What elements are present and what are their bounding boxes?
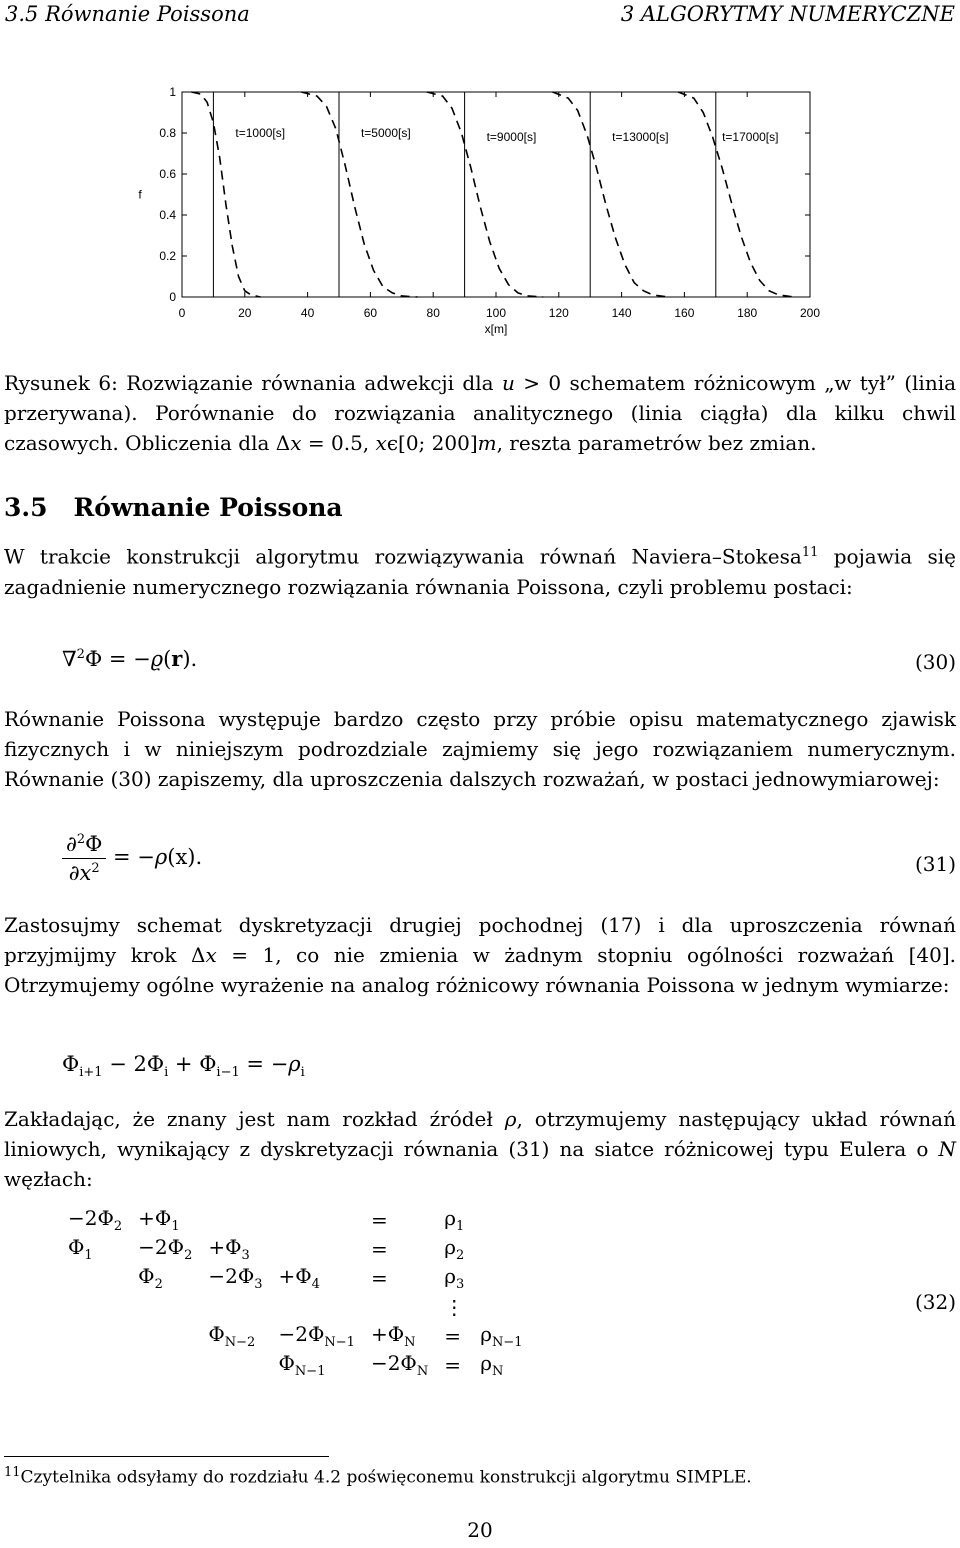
paragraph-text: , otrzymujemy następujący układ równań liniowych, wynikający z dyskretyzacji równania (31) na siatce różnicowej typu Eulera o: [4, 1107, 956, 1161]
system-row: [62, 1292, 533, 1321]
system-subscript: 2: [184, 1247, 193, 1263]
system-term: −2Φ: [138, 1234, 185, 1259]
system-term: ρ: [444, 1263, 456, 1288]
second-derivative-fraction: [62, 832, 106, 885]
caption-text: = 0.5,: [301, 431, 376, 455]
system-term: +Φ: [370, 1321, 405, 1346]
subscript: i+1: [79, 1065, 103, 1081]
x-tick-label: 40: [300, 306, 315, 320]
footnote-reference[interactable]: 11: [801, 545, 819, 560]
paragraph-text: Zakładając, że znany jest nam rozkład źródeł: [4, 1107, 505, 1131]
caption-delta: Δ: [275, 431, 291, 455]
caption-text: [0; 200]: [398, 431, 478, 455]
paragraph-text: = 1, co nie zmienia w żadnym stopniu ogólności rozważań [40]. Otrzymujemy ogólne wyrażenie na analog różnicowy równania Poissona w jednym wymiarze:: [4, 943, 956, 997]
system-term: ρ: [444, 1205, 456, 1230]
system-cell: ⋮: [444, 1294, 465, 1319]
rho-symbol: ρ: [154, 845, 168, 869]
fraction-denominator: [62, 859, 106, 885]
y-tick-label: 0.6: [159, 167, 176, 181]
system-row: [62, 1350, 533, 1379]
system-term: +Φ: [138, 1205, 172, 1230]
paragraph-text: węzłach:: [4, 1167, 93, 1191]
system-cell: [273, 1321, 365, 1350]
system-subscript: N−1: [324, 1334, 355, 1350]
system-cell: =: [370, 1207, 388, 1232]
system-cell: [62, 1292, 132, 1321]
system-term: −2Φ: [278, 1321, 325, 1346]
page-number: 20: [467, 1518, 493, 1542]
rho-symbol: ρ: [288, 1052, 301, 1076]
system-row: [62, 1205, 533, 1234]
system-cell: [365, 1321, 438, 1350]
system-subscript: 3: [254, 1276, 263, 1292]
system-cell: [132, 1263, 202, 1292]
system-cell: [273, 1263, 365, 1292]
system-term: Φ: [68, 1234, 85, 1259]
system-row: [62, 1263, 533, 1292]
system-row: [62, 1234, 533, 1263]
system-cell: [202, 1350, 272, 1379]
system-term: Φ: [138, 1263, 155, 1288]
subscript: i−1: [216, 1065, 240, 1081]
system-term: ρ: [480, 1350, 493, 1375]
paragraph-discretization: [4, 910, 956, 1000]
system-subscript: N−1: [492, 1334, 523, 1350]
system-term: −2Φ: [68, 1205, 114, 1230]
nabla-symbol: ∇: [62, 647, 77, 671]
paragraph-system: [4, 1104, 956, 1194]
y-tick-label: 0: [169, 290, 176, 304]
system-subscript: 2: [455, 1247, 465, 1263]
phi-symbol: Φ: [85, 832, 103, 856]
x-tick-label: 0: [178, 306, 186, 320]
system-subscript: 1: [84, 1247, 93, 1263]
system-term: −2Φ: [370, 1350, 417, 1375]
analytic-step-line: [182, 92, 810, 297]
exponent: 2: [91, 861, 100, 876]
paragraph-poisson: Równanie Poissona występuje bardzo często przy próbie opisu matematycznego zjawisk fizycznych i w niniejszym podrozdziale zajmiemy się jego rozwiązaniem numerycznym. Równanie (30) zapiszemy, dla uproszczenia dalszych rozważań, w postaci jednowymiarowej:: [4, 707, 956, 791]
system-cell: =: [370, 1236, 388, 1261]
rho-symbol: ρ: [504, 1107, 517, 1131]
fraction-numerator: [62, 832, 106, 859]
x-tick-label: 80: [426, 306, 440, 320]
time-annotation: t=17000[s]: [722, 130, 779, 145]
numerical-dashed-curve: [427, 92, 543, 297]
system-term: ρ: [444, 1234, 456, 1259]
time-annotation: t=1000[s]: [235, 126, 286, 140]
system-subscript: N: [492, 1363, 504, 1379]
y-axis-label: f: [138, 187, 142, 202]
numerical-dashed-curve: [301, 92, 417, 297]
footnote: [4, 1465, 752, 1488]
system-cell: =: [444, 1352, 461, 1377]
phi-symbol: Φ: [62, 1052, 80, 1076]
equation-30: [62, 646, 197, 671]
system-subscript: N−2: [224, 1334, 256, 1350]
numerical-dashed-curve: [553, 92, 669, 297]
exponent: 2: [76, 647, 85, 662]
system-cell: =: [444, 1323, 461, 1348]
system-cell: [202, 1263, 272, 1292]
system-subscript: 3: [455, 1276, 465, 1292]
numerical-dashed-curve: [191, 92, 260, 297]
system-cell: [438, 1263, 474, 1292]
x-tick-label: 100: [485, 306, 507, 320]
system-cell: [132, 1321, 202, 1350]
system-cell: [202, 1321, 272, 1350]
section-heading: [4, 493, 343, 522]
system-cell: [62, 1205, 132, 1234]
paragraph-text: W trakcie konstrukcji algorytmu rozwiązywania równań Naviera–Stokesa: [4, 544, 802, 569]
paren: (: [163, 647, 172, 671]
system-subscript: 1: [455, 1218, 465, 1234]
x-tick-label: 60: [363, 306, 378, 320]
system-cell: [273, 1350, 365, 1379]
x-tick-label: 160: [674, 306, 695, 320]
system-term: +Φ: [278, 1263, 312, 1288]
numerical-dashed-curve: [678, 92, 794, 297]
var-x: x: [79, 861, 92, 885]
exponent: 2: [76, 832, 86, 847]
system-cell: [273, 1234, 365, 1263]
partial-symbol: ∂: [66, 832, 77, 856]
caption-var-x: x: [375, 431, 387, 455]
system-cell: [62, 1350, 132, 1379]
system-cell: [132, 1292, 202, 1321]
running-head-chapter: 3 ALGORYTMY NUMERYCZNE: [620, 2, 955, 26]
x-tick-label: 180: [737, 306, 758, 320]
equals-minus: = −: [102, 647, 151, 671]
system-cell: [62, 1321, 132, 1350]
equation-number-32: (32): [914, 1290, 956, 1314]
argument: (x).: [167, 845, 203, 869]
y-tick-label: 0.2: [159, 249, 176, 263]
equation-system-32: [62, 1205, 533, 1379]
var-x: x: [205, 943, 217, 967]
system-subscript: N: [404, 1334, 416, 1350]
delta-symbol: Δ: [191, 943, 206, 967]
time-annotation: t=5000[s]: [360, 126, 411, 140]
system-cell: [202, 1234, 272, 1263]
system-term: −2Φ: [208, 1263, 255, 1288]
system-subscript: 1: [171, 1218, 180, 1234]
paren: ).: [182, 647, 198, 671]
equation-number-30: (30): [914, 650, 956, 674]
var-N: N: [938, 1137, 956, 1161]
caption-text: , reszta parametrów bez zmian.: [496, 431, 817, 455]
system-cell: [202, 1205, 272, 1234]
subscript: i: [164, 1065, 169, 1081]
system-cell: [132, 1234, 202, 1263]
subscript: i: [300, 1065, 305, 1081]
paragraph-text: Zastosujmy schemat dyskretyzacji drugiej pochodnej (17) i dla uproszczenia równań przyjmijmy krok: [4, 913, 956, 967]
x-tick-label: 120: [548, 306, 569, 320]
term: − 2Φ: [102, 1052, 165, 1076]
system-term: +Φ: [208, 1234, 242, 1259]
system-cell: =: [370, 1265, 388, 1290]
section-title: Równanie Poissona: [73, 493, 343, 522]
running-head-section: 3.5 Równanie Poissona: [5, 2, 250, 26]
caption-text: > 0 schematem różnicowym „w tył” (linia przerywana). Porównanie do rozwiązania analitycznego (linia ciągła) dla kilku chwil czasowych. Obliczenia dla: [4, 371, 957, 455]
system-cell: [365, 1292, 438, 1321]
system-term: Φ: [208, 1321, 225, 1346]
system-term: ρ: [480, 1321, 493, 1346]
paragraph-text: pojawia się zagadnienie numerycznego rozwiązania równania Poissona, czyli problemu postaci:: [4, 544, 956, 599]
y-tick-label: 0.8: [159, 126, 176, 140]
caption-var-u: u: [501, 371, 515, 395]
x-axis-label: x[m]: [484, 322, 508, 336]
system-cell: [132, 1205, 202, 1234]
footnote-rule: [4, 1456, 329, 1457]
section-number: 3.5: [4, 493, 48, 522]
running-head: [5, 2, 955, 28]
partial-symbol: ∂: [68, 861, 80, 885]
caption-text: Rozwiązanie równania adwekcji dla: [117, 371, 502, 395]
equation-number-31: (31): [914, 852, 956, 876]
system-cell: [365, 1350, 438, 1379]
system-cell: [62, 1263, 132, 1292]
advection-figure: [0, 75, 960, 345]
vector-r: r: [171, 646, 183, 671]
system-cell: [273, 1205, 365, 1234]
system-cell: [474, 1350, 532, 1379]
system-subscript: 2: [113, 1218, 123, 1234]
system-row: [62, 1321, 533, 1350]
x-tick-label: 140: [611, 306, 632, 320]
time-annotation: t=9000[s]: [486, 130, 537, 145]
term: + Φ: [168, 1052, 217, 1076]
footnote-mark: 11: [4, 1465, 21, 1480]
system-term: Φ: [278, 1350, 295, 1375]
figure-caption: [4, 368, 956, 458]
y-tick-label: 0.4: [159, 208, 176, 222]
equation-general: [62, 1052, 305, 1080]
system-subscript: N−1: [294, 1363, 326, 1379]
system-cell: [273, 1292, 365, 1321]
time-annotation: t=13000[s]: [612, 130, 669, 145]
equals-minus: = −: [106, 845, 155, 869]
system-cell: [132, 1350, 202, 1379]
equation-31: [62, 832, 202, 885]
y-tick-label: 1: [169, 85, 176, 99]
paragraph-intro: [4, 538, 956, 602]
system-cell: [202, 1292, 272, 1321]
system-subscript: 4: [311, 1276, 320, 1292]
system-cell: [438, 1205, 474, 1234]
caption-epsilon: ϵ: [386, 431, 399, 455]
system-cell: [438, 1234, 474, 1263]
system-subscript: 3: [241, 1247, 250, 1263]
caption-var-x: x: [290, 431, 302, 455]
rho-symbol: ϱ: [150, 647, 164, 671]
footnote-text: Czytelnika odsyłamy do rozdziału 4.2 poświęconemu konstrukcji algorytmu SIMPLE.: [20, 1467, 752, 1488]
x-tick-label: 200: [799, 306, 821, 320]
caption-label: Rysunek 6:: [4, 371, 118, 395]
phi-symbol: Φ: [84, 647, 103, 671]
system-subscript: N: [416, 1363, 429, 1379]
caption-var-m: m: [477, 431, 497, 455]
system-cell: [474, 1321, 532, 1350]
term: = −: [239, 1052, 289, 1076]
system-cell: [62, 1234, 132, 1263]
x-tick-label: 20: [238, 306, 252, 320]
system-subscript: 2: [154, 1276, 163, 1292]
